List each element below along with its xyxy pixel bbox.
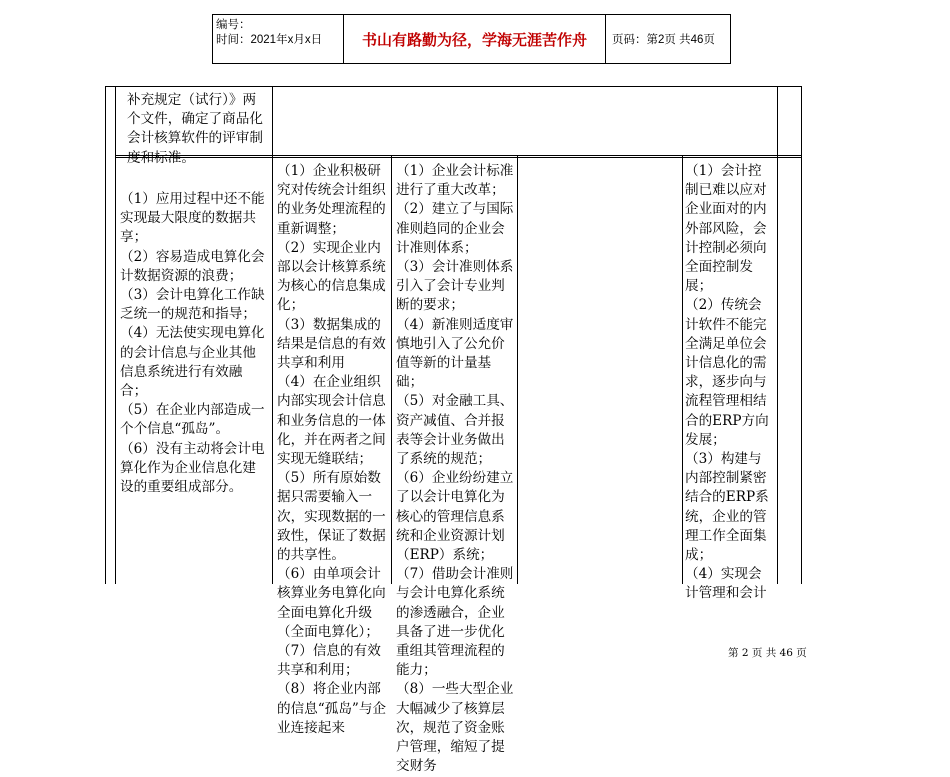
- cell-paragraph: （6）没有主动将会计电算化作为企业信息化建设的重要组成部分。: [120, 440, 265, 496]
- cell-paragraph: （7）信息的有效共享和利用；: [277, 643, 381, 679]
- cell-paragraph: （4）实现会计管理和会计: [685, 566, 767, 602]
- column-divider: [272, 87, 273, 584]
- header-motto: 书山有路勤为径，学海无涯苦作舟: [344, 15, 606, 63]
- cell-paragraph: （3）构建与内部控制紧密结合的ERP系统，企业的管理工作全面集成；: [685, 451, 769, 564]
- column-divider: [391, 156, 392, 584]
- row1-text: 补充规定（试行）》两个文件，确定了商品化会计核算软件的评审制度和标准。: [127, 92, 263, 166]
- number-label: 编号：: [216, 19, 251, 31]
- column-divider: [682, 156, 683, 584]
- column-divider: [115, 87, 116, 584]
- header-page-label: 页码：第2页 共46页: [612, 34, 715, 46]
- integration-cell: [277, 162, 388, 738]
- column-divider: [517, 156, 518, 584]
- cell-paragraph: （1）会计控制已难以应对企业面对的内外部风险，会计控制必须向全面控制发展；: [685, 163, 767, 295]
- cell-paragraph: （1）企业积极研究对传统会计组织的业务处理流程的重新调整；: [277, 163, 386, 237]
- cell-paragraph: （6）企业纷纷建立了以会计电算化为核心的管理信息系统和企业资源计划（ERP）系统；: [396, 470, 514, 564]
- cell-paragraph: （3）会计电算化工作缺乏统一的规范和指导；: [120, 287, 265, 323]
- control-development-cell: [685, 162, 775, 604]
- cell-paragraph: （5）所有原始数据只需要输入一次，实现数据的一致性，保证了数据的共享性。: [277, 470, 386, 564]
- cell-paragraph: （7）借助会计准则与会计电算化系统的渗透融合，企业具备了进一步优化重组其管理流程的能力；: [396, 566, 514, 679]
- page-footer: 第 2 页 共 46 页: [728, 647, 807, 659]
- cell-paragraph: （3）数据集成的结果是信息的有效共享和利用: [277, 316, 386, 372]
- time-label: 时间：2021年x月x日: [216, 34, 323, 46]
- column-divider: [777, 87, 778, 584]
- cell-paragraph: （2）传统会计软件不能完全满足单位会计信息化的需求，逐步向与流程管理相结合的ERP方向发展；: [685, 297, 769, 448]
- cell-paragraph: （3）会计准则体系引入了会计专业判断的要求；: [396, 259, 514, 314]
- cell-paragraph: （6）由单项会计核算业务电算化向全面电算化升级（全面电算化）；: [277, 566, 386, 640]
- cell-paragraph: （1）企业会计标准进行了重大改革；: [396, 163, 514, 199]
- cell-paragraph: （2）实现企业内部以会计核算系统为核心的信息集成化；: [277, 239, 386, 314]
- cell-paragraph: （4）在企业组织内部实现会计信息和业务信息的一体化，并在两者之间实现无缝联结；: [277, 374, 386, 468]
- cell-paragraph: （4）无法使实现电算化的会计信息与企业其他信息系统进行有效融合；: [120, 325, 265, 400]
- page-header: [212, 14, 731, 64]
- row1-text-cell: [127, 91, 267, 168]
- cell-paragraph: （2）建立了与国际准则趋同的企业会计准则体系；: [396, 201, 514, 256]
- cell-paragraph: （8）一些大型企业大幅减少了核算层次，规范了资金账户管理，缩短了提交财务: [396, 681, 514, 775]
- problems-cell: [120, 190, 268, 497]
- cell-paragraph: （1）应用过程中还不能实现最大限度的数据共享；: [120, 191, 265, 246]
- standards-reform-cell: [396, 162, 514, 777]
- cell-paragraph: （4）新准则适度审慎地引入了公允价值等新的计量基础；: [396, 316, 514, 391]
- cell-paragraph: （5）对金融工具、资产减值、合并报表等会计业务做出了系统的规范；: [396, 393, 514, 468]
- cell-paragraph: （8）将企业内部的信息“孤岛”与企业连接起来: [277, 681, 387, 736]
- cell-paragraph: （5）在企业内部造成一个个信息“孤岛”。: [120, 402, 265, 438]
- cell-paragraph: （2）容易造成电算化会计数据资源的浪费；: [120, 248, 265, 284]
- header-meta: [213, 15, 344, 63]
